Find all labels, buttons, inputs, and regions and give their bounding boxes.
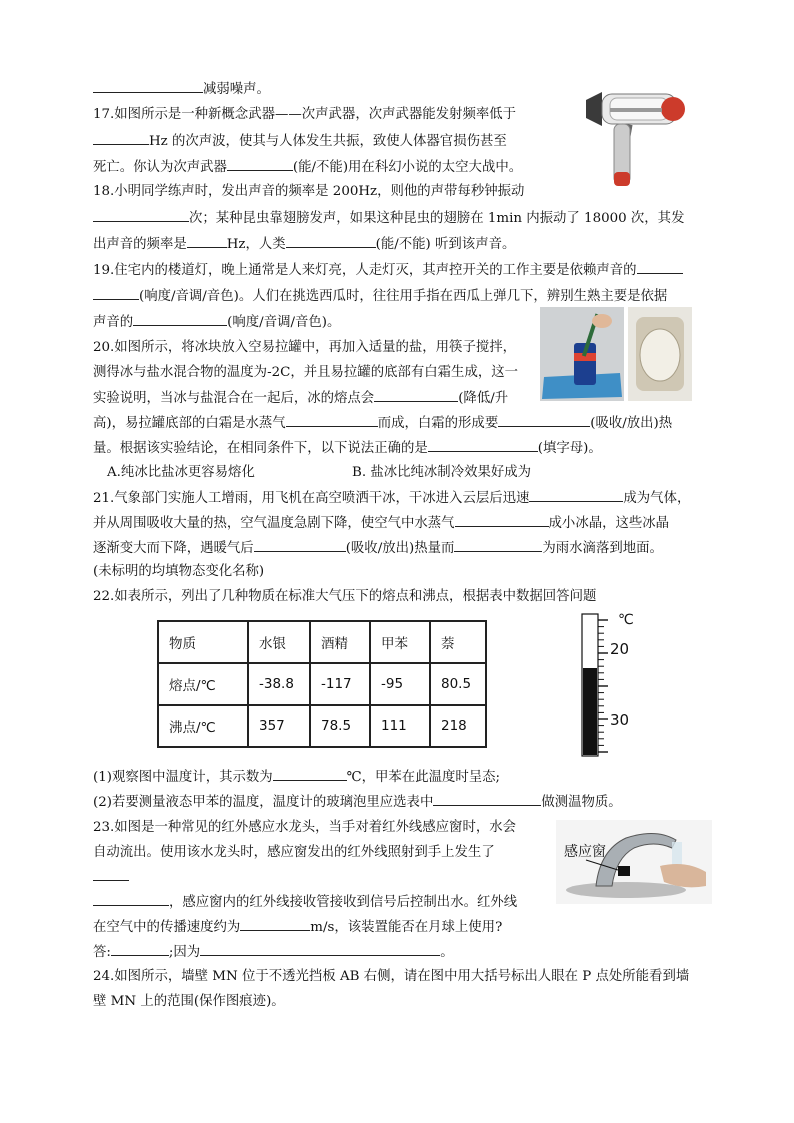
- line-text: 自动流出。使用该水龙头时，感应窗发出的红外线照射到手上发生了: [93, 845, 495, 860]
- table-cell: 218: [430, 705, 486, 747]
- q20-line-1: [93, 337, 516, 359]
- answer-blank[interactable]: [93, 130, 149, 145]
- answer-blank[interactable]: [286, 233, 376, 248]
- q22-line-1: [93, 586, 596, 608]
- line-text: 18.小明同学练声时，发出声音的频率是 200Hz，则他的声带每秒钟振动: [93, 184, 525, 199]
- line-text: (能/不能) 听到该声音。: [375, 237, 516, 252]
- table-cell: 111: [370, 705, 430, 747]
- answer-blank[interactable]: [200, 941, 440, 956]
- line-text: 21.气象部门实施人工增雨，用飞机在高空喷洒干冰，干冰进入云层后迅速: [93, 491, 530, 506]
- line-text: 并从周围吸收大量的热，空气温度急剧下降，使空气中水蒸气: [93, 516, 455, 531]
- option-text: B. 盐冰比纯冰制冷效果好成为: [352, 465, 532, 480]
- line-text: 而成，白霜的形成要: [377, 416, 499, 431]
- answer-blank[interactable]: [93, 891, 169, 906]
- line-text: 答:: [93, 945, 111, 960]
- table-cell: 80.5: [430, 663, 486, 705]
- line-text: 量。根据该实验结论，在相同条件下，以下说法正确的是: [93, 441, 428, 456]
- answer-blank[interactable]: [111, 941, 169, 956]
- table-row: [158, 663, 486, 705]
- answer-blank[interactable]: [93, 78, 203, 93]
- answer-blank[interactable]: [428, 437, 538, 452]
- line-text: 19.住宅内的楼道灯，晚上通常是人来灯亮，人走灯灭，其声控开关的工作主要是依赖声音的: [93, 263, 637, 278]
- answer-blank[interactable]: [273, 766, 347, 781]
- line-text: 。: [440, 945, 454, 960]
- answer-blank[interactable]: [227, 156, 293, 171]
- q18-line-2: [93, 207, 684, 230]
- infrared-faucet-figure: [556, 820, 712, 904]
- table-cell: 78.5: [310, 705, 370, 747]
- table-header-cell: 水银: [248, 621, 310, 663]
- line-text: 20.如图所示，将冰块放入空易拉罐中，再加入适量的盐，用筷子搅拌，: [93, 340, 517, 355]
- line-text: 17.如图所示是一种新概念武器——次声武器，次声武器能发射频率低于: [93, 107, 517, 122]
- table-cell: -95: [370, 663, 430, 705]
- answer-blank[interactable]: [637, 259, 683, 274]
- q21-line-2: [93, 512, 669, 535]
- line-text: 出声音的频率是: [93, 237, 187, 252]
- answer-blank[interactable]: [240, 916, 310, 931]
- q23-line-6: [93, 941, 454, 964]
- q19-line-1: [93, 259, 683, 282]
- table-cell: 357: [248, 705, 310, 747]
- line-text: 声音的: [93, 315, 134, 330]
- line-text: 次；某种昆虫靠翅膀发声，如果这种昆虫的翅膀在 1min 内振动了 18000 次，其发: [189, 211, 685, 226]
- line-text: ℃，甲苯在此温度时呈态;: [346, 770, 501, 785]
- q20-line-5: [93, 437, 602, 460]
- table-row: [158, 705, 486, 747]
- table-header-cell: 萘: [430, 621, 486, 663]
- table-cell: -117: [310, 663, 370, 705]
- thermometer-label-bottom: 30: [610, 711, 630, 729]
- sensor-window-label: 感应窗: [564, 844, 606, 860]
- line-text: (响度/音调/音色)。人们在挑选西瓜时，往往用手指在西瓜上弹几下，辨别生熟主要是依据: [139, 289, 668, 304]
- q19-line-3: [93, 311, 340, 334]
- q20-line-4: [93, 412, 672, 435]
- line-text: 减弱噪声。: [203, 82, 270, 97]
- q19-line-2: [93, 285, 667, 308]
- text-line: [93, 78, 270, 101]
- line-text: (能/不能)用在科幻小说的太空大战中。: [292, 160, 523, 175]
- q17-line-1: [93, 104, 516, 126]
- melting-boiling-table: [157, 620, 487, 748]
- line-text: Hz，人类: [226, 237, 286, 252]
- answer-blank[interactable]: [93, 207, 189, 222]
- table-cell: 沸点/℃: [158, 705, 248, 747]
- thermometer-unit: ℃: [618, 612, 634, 628]
- q22-line-2: [93, 766, 500, 789]
- line-text: 做测温物质。: [541, 795, 622, 810]
- answer-blank[interactable]: [254, 537, 346, 552]
- thermometer-label-top: 20: [610, 640, 630, 658]
- answer-blank[interactable]: [93, 866, 129, 881]
- table-header-cell: 酒精: [310, 621, 370, 663]
- answer-blank[interactable]: [529, 487, 623, 502]
- infrasound-weapon-figure: [580, 84, 690, 196]
- answer-blank[interactable]: [286, 412, 378, 427]
- option-text: A.纯冰比盐冰更容易熔化: [107, 465, 255, 480]
- answer-blank[interactable]: [93, 285, 139, 300]
- line-text: 在空气中的传播速度约为: [93, 920, 241, 935]
- answer-blank[interactable]: [498, 412, 590, 427]
- line-text: 为雨水滴落到地面。: [542, 541, 663, 556]
- line-text: (2)若要测量液态甲苯的温度，温度计的玻璃泡里应选表中: [93, 795, 434, 810]
- q20-option-a[interactable]: [107, 462, 255, 484]
- line-text: (响度/音调/音色)。: [227, 315, 341, 330]
- thermometer-ticks: [598, 620, 608, 752]
- line-text: (吸收/放出)热量而: [345, 541, 455, 556]
- line-text: m/s，该装置能否在月球上使用?: [310, 920, 503, 935]
- line-text: ;因为: [168, 945, 201, 960]
- line-text: 逐渐变大而下降，遇暖气后: [93, 541, 254, 556]
- q22-line-3: [93, 791, 622, 814]
- table-cell: 熔点/℃: [158, 663, 248, 705]
- q20-option-b[interactable]: [352, 462, 531, 484]
- q23-line-5: [93, 916, 502, 939]
- line-text: 成为气体，: [623, 491, 691, 506]
- line-text: (填字母)。: [537, 441, 602, 456]
- q21-line-4: [93, 561, 264, 583]
- line-text: (未标明的均填物态变化名称): [93, 564, 265, 579]
- answer-blank[interactable]: [187, 233, 227, 248]
- q20-line-2: [93, 362, 518, 384]
- line-text: 壁 MN 上的范围(保作图痕迹)。: [93, 994, 285, 1009]
- thermometer-figure: [568, 610, 658, 760]
- line-text: (吸收/放出)热: [590, 416, 673, 431]
- line-text: 23.如图是一种常见的红外感应水龙头，当手对着红外线感应窗时，水会: [93, 820, 517, 835]
- q23-line-3: [93, 866, 129, 889]
- q17-line-2: [93, 130, 507, 153]
- answer-blank[interactable]: [133, 311, 227, 326]
- line-text: 24.如图所示，墙壁 MN 位于不透光挡板 AB 右侧，请在图中用大括号标出人眼在 P 点处所能看到墙: [93, 969, 690, 984]
- table-header-cell: 甲苯: [370, 621, 430, 663]
- line-text: Hz 的次声波，使其与人体发生共振，致使人体器官损伤甚至: [149, 134, 507, 149]
- answer-blank[interactable]: [454, 537, 542, 552]
- q23-line-4: [93, 891, 517, 914]
- line-text: 22.如表所示，列出了几种物质在标准大气压下的熔点和沸点，根据表中数据回答问题: [93, 589, 597, 604]
- line-text: 成小冰晶，这些冰晶: [548, 516, 670, 531]
- answer-blank[interactable]: [433, 791, 541, 806]
- q23-line-2: [93, 842, 495, 864]
- q24-line-1: [93, 966, 689, 988]
- ice-salt-can-figure: [540, 307, 692, 401]
- q24-line-2: [93, 991, 285, 1013]
- table-header-row: [158, 621, 486, 663]
- q21-line-3: [93, 537, 663, 560]
- q18-line-3: [93, 233, 515, 256]
- line-text: 死亡。你认为次声武器: [93, 160, 227, 175]
- q20-line-3: [93, 387, 508, 410]
- table-header-cell: 物质: [158, 621, 248, 663]
- line-text: 高)，易拉罐底部的白霜是水蒸气: [93, 416, 286, 431]
- line-text: ，感应窗内的红外线接收管接收到信号后控制出水。红外线: [169, 895, 518, 910]
- q23-line-1: [93, 817, 516, 839]
- line-text: (降低/升: [458, 391, 509, 406]
- answer-blank[interactable]: [374, 387, 458, 402]
- line-text: 测得冰与盐水混合物的温度为-2C，并且易拉罐的底部有白霜生成，这一: [93, 365, 519, 380]
- thermometer-liquid-column: [583, 668, 597, 755]
- q18-line-1: [93, 181, 524, 203]
- answer-blank[interactable]: [455, 512, 549, 527]
- line-text: (1)观察图中温度计，其示数为: [93, 770, 273, 785]
- line-text: 实验说明，当冰与盐混合在一起后，冰的熔点会: [93, 391, 375, 406]
- q21-line-1: [93, 487, 690, 510]
- table-cell: -38.8: [248, 663, 310, 705]
- q17-line-3: [93, 156, 522, 179]
